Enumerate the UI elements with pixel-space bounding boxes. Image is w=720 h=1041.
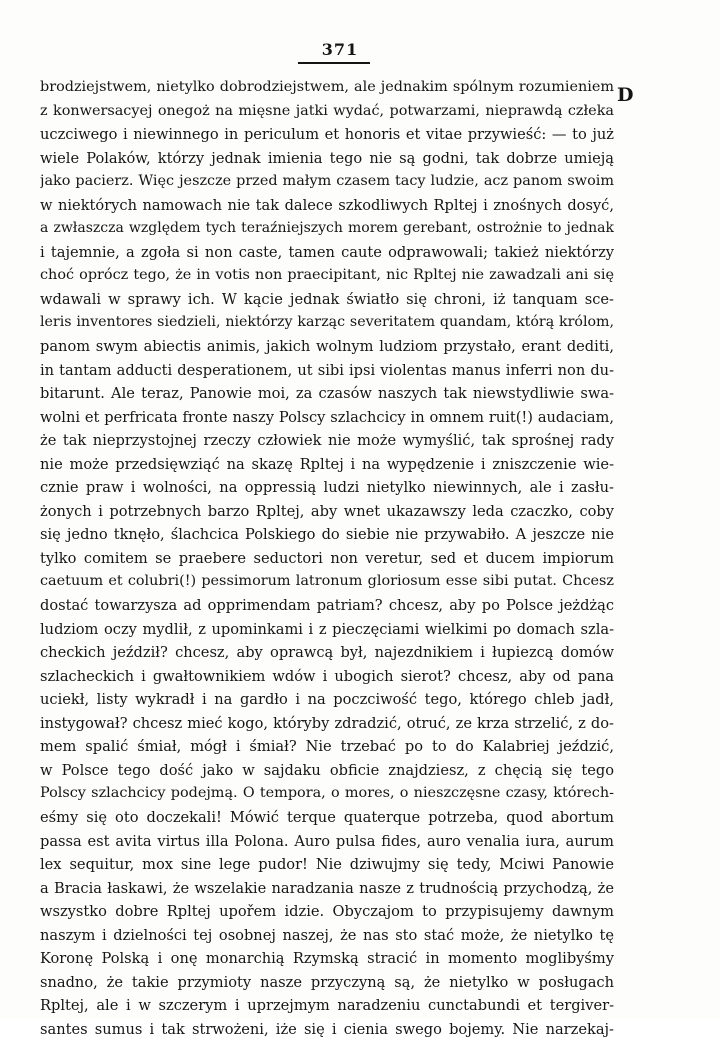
text-line: caetuum et colubri(!) pessimorum latronum gloriosum esse sibi putat. Chcesz [40, 573, 614, 590]
text-line: tylko comitem se praebere seductori non veretur, sed et ducem impiorum [40, 549, 614, 567]
text-line: ludziom oczy mydlił, z upominkami i z pieczęciami wielkimi po domach szla- [40, 620, 614, 638]
text-line: bitarunt. Ale teraz, Panowie moi, za czasów naszych tak niewstydliwie swa- [40, 385, 614, 403]
text-line: brodziejstwem, nietylko dobrodziejstwem, ale jednakim spólnym rozumieniem [40, 79, 614, 95]
text-line: snadno, że takie przymioty nasze przyczyną są, że nietylko w posługach [40, 973, 614, 991]
text-line: żonych i potrzebnych barzo Rpltej, aby wnet ukazawszy leda czaczko, coby [40, 502, 614, 520]
text-line: naszym i dzielności tej osobnej naszej, że nas sto stać może, że nietylko tę [40, 926, 614, 944]
text-line: Polscy szlachcicy podejmą. O tempora, o mores, o nieszczęsne czasy, którech- [40, 785, 614, 802]
text-line: a zwłaszcza względem tych teraźniejszych morem gerebant, ostrożnie to jednak [40, 220, 614, 237]
text-line: w Polsce tego dość jako w sajdaku obficie znajdziesz, z chęcią się tego [40, 761, 614, 779]
text-line: lex sequitur, mox sine lege pudor! Nie dziwujmy się tedy, Mciwi Panowie [40, 856, 614, 874]
text-line: choć oprócz tego, że in votis non praecipitant, nic Rpltej nie zawadzali ani się [40, 267, 614, 284]
text-line: wiele Polaków, którzy jednak imienia tego nie są godni, tak dobrze umieją [40, 149, 614, 167]
text-line: cznie praw i wolności, na oppressią ludzi nietylko niewinnych, ale i zasłu- [40, 479, 614, 497]
text-line: passa est avita virtus illa Polona. Auro pulsa fides, auro venalia iura, aurum [40, 832, 614, 850]
text-line: wszystko dobre Rpltej upořem idzie. Obyczajom to przypisujemy dawnym [40, 903, 614, 921]
text-line: dostać towarzysza ad opprimendam patriam? chcesz, aby po Polsce jeżdżąc [40, 597, 614, 615]
text-line: uczciwego i niewinnego in periculum et honoris et vitae przywieść: — to już [40, 126, 614, 144]
text-line: Koronę Polską i onę monarchią Rzymską stracić in momento moglibyśmy [40, 950, 614, 968]
text-line: wdawali w sprawy ich. W kącie jednak światło się chroni, iż tanquam sce- [40, 290, 614, 308]
text-line: w niektórych namowach nie tak dalece szkodliwych Rpltej i znośnych dosyć, [40, 196, 614, 214]
text-line: i tajemnie, a zgoła si non caste, tamen caute odprawowali; takież niektórzy [40, 243, 614, 261]
text-line: nie może przedsięwziąć na skazę Rpltej i na wypędzenie i zniszczenie wie- [40, 455, 614, 473]
text-line: in tantam adducti desperationem, ut sibi ipsi violentas manus inferri non du- [40, 361, 614, 379]
text-line: się jedno tknęło, ślachcica Polskiego do siebie nie przywabiło. A jeszcze nie [40, 526, 614, 544]
text-line: panom swym abiectis animis, jakich wolnym ludziom przystało, erant dediti, [40, 338, 614, 356]
text-line: że tak nieprzystojnej rzeczy człowiek nie może wymyślić, tak sprośnej rady [40, 432, 614, 450]
text-line: jako pacierz. Więc jeszcze przed małym czasem tacy ludzie, acz panom swoim [40, 173, 614, 190]
text-line: szlacheckich i gwałtownikiem wdów i ubogich sierot? chcesz, aby od pana [40, 667, 614, 685]
text-line: wolni et perfricata fronte naszy Polscy szlachcicy in omnem ruit(!) audaciam, [40, 408, 614, 426]
margin-letter: D [617, 84, 634, 106]
text-line: instygował? chcesz mieć kogo, któryby zdradzić, otruć, ze krza strzelić, z do- [40, 714, 614, 732]
text-line: santes sumus i tak strwożeni, iże się i cienia swego bojemy. Nie narzekaj- [40, 1020, 614, 1038]
text-line: checkich jeździł? chcesz, aby oprawcą był, najezdnikiem i łupiezcą domów [40, 644, 614, 662]
text-line: mem spalić śmiał, mógł i śmiał? Nie trzebać po to do Kalabriej jeździć, [40, 738, 614, 756]
text-line: uciekł, listy wykradł i na gardło i na poczciwość tego, którego chleb jadł, [40, 691, 614, 709]
text-line: eśmy się oto doczekali! Mówić terque quaterque potrzeba, quod abortum [40, 808, 614, 826]
page-number: 371 [321, 40, 359, 59]
page-number-underline [298, 62, 370, 64]
text-line: leris inventores siedzieli, niektórzy karząc severitatem quandam, którą królom, [40, 314, 614, 331]
body-text [40, 76, 614, 1041]
text-line: a Bracia łaskawi, że wszelakie naradzania nasze z trudnością przychodzą, że [40, 879, 614, 897]
text-line: z konwersacyej onegoż na mięsne jatki wydać, potwarzami, nieprawdą człeka [40, 102, 614, 119]
text-line: Rpltej, ale i w szczerym i uprzejmym naradzeniu cunctabundi et tergiver- [40, 997, 614, 1015]
